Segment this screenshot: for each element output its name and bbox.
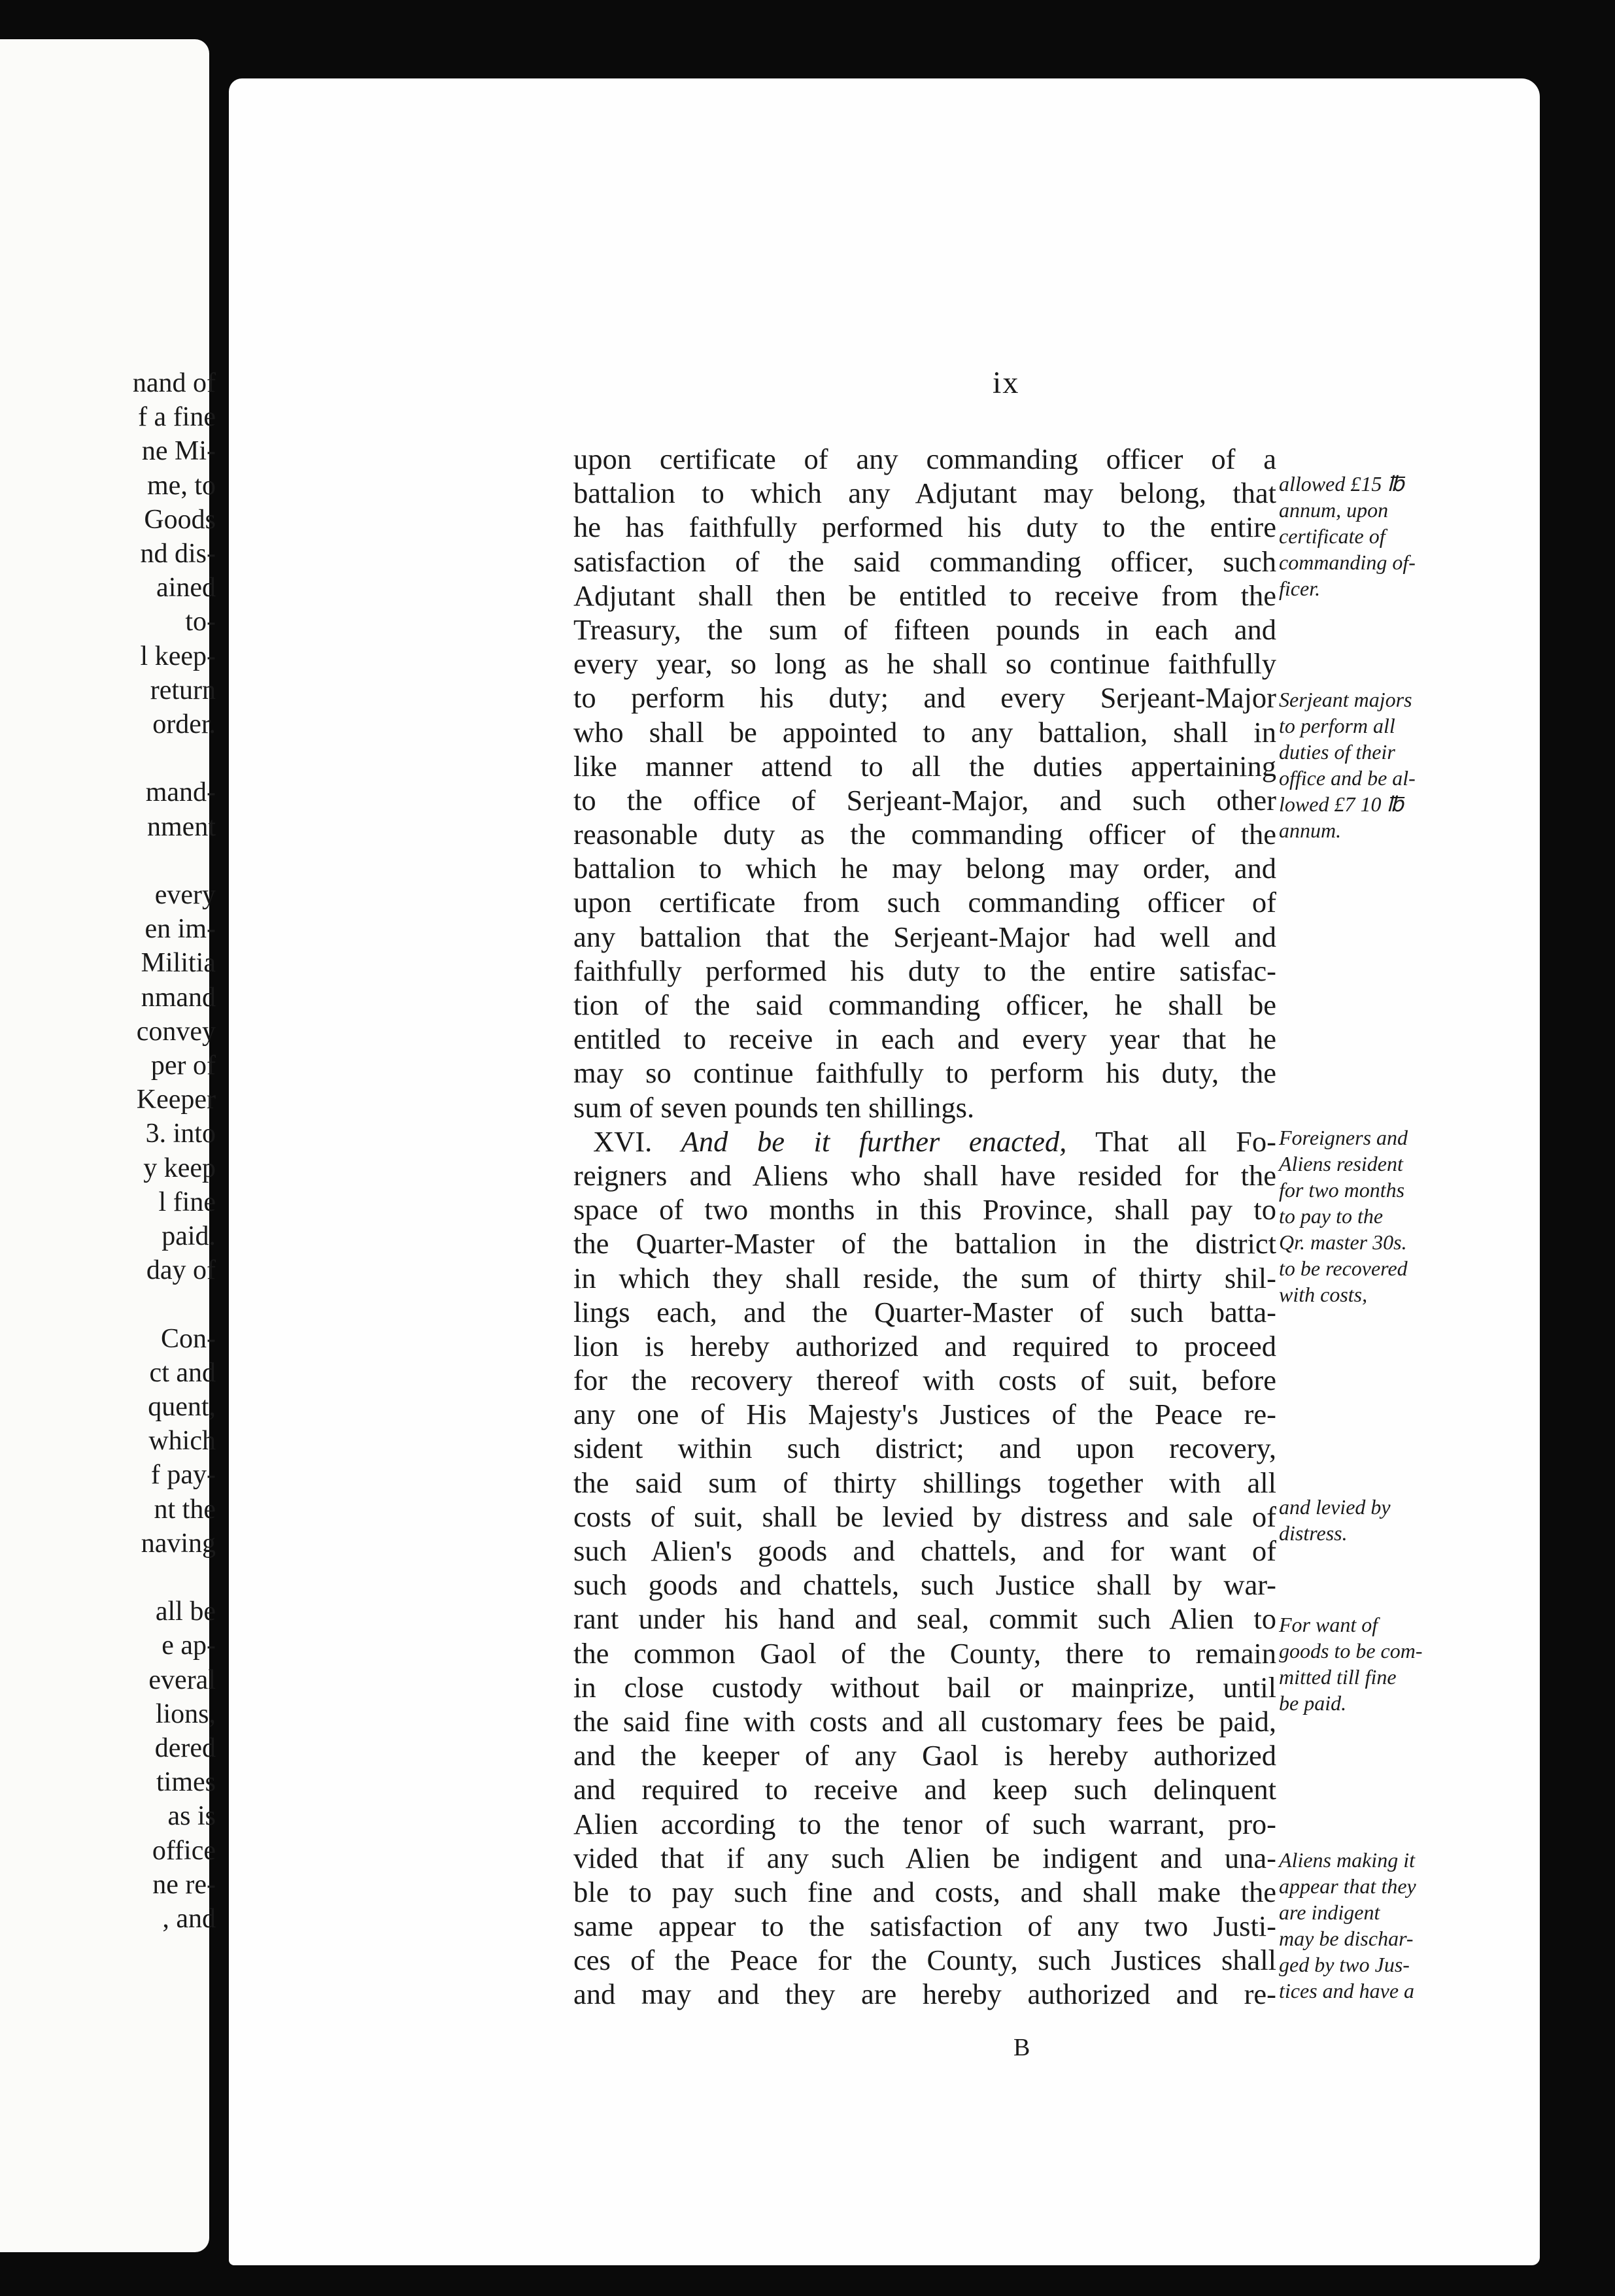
body-line: he has faithfully performed his duty to the entire (573, 511, 1276, 544)
facing-page-line: dered (154, 1733, 216, 1763)
margin-note-line: Foreigners and (1279, 1126, 1408, 1149)
body-line: and required to receive and keep such delinquent (573, 1773, 1276, 1806)
margin-note-line: are indigent (1279, 1900, 1380, 1924)
margin-note-line: lowed £7 10 ℔ (1279, 792, 1404, 816)
body-line: lings each, and the Quarter-Master of such batta- (573, 1295, 1276, 1328)
body-line: in close custody without bail or mainprize, until (573, 1670, 1276, 1704)
margin-note-line: ficer. (1279, 577, 1321, 600)
margin-note-line: mitted till fine (1279, 1665, 1397, 1689)
book-page (229, 78, 1540, 2265)
facing-page-line: day of (146, 1255, 216, 1286)
margin-note-line: For want of (1279, 1613, 1378, 1636)
margin-note-line: may be dischar- (1279, 1927, 1414, 1950)
body-line: to perform his duty; and every Serjeant-Major (573, 681, 1276, 715)
facing-page-line: l keep- (140, 641, 216, 671)
body-line: ces of the Peace for the County, such Justices shall (573, 1944, 1276, 1977)
margin-note-line: office and be al- (1279, 766, 1416, 790)
section-heading-line (573, 1124, 1276, 1158)
body-line: the said fine with costs and all customary fees be paid, (573, 1704, 1276, 1738)
body-line: battalion to which he may belong may order, and (573, 852, 1276, 885)
facing-page-line: Con- (161, 1323, 216, 1354)
facing-page-line: office (152, 1835, 216, 1866)
body-line: space of two months in this Province, shall pay to (573, 1193, 1276, 1226)
body-line: tion of the said commanding officer, he shall be (573, 988, 1276, 1021)
body-line: to the office of Serjeant-Major, and such other (573, 783, 1276, 817)
margin-note-line: to be recovered (1279, 1257, 1408, 1280)
facing-page-line: naving (141, 1528, 216, 1559)
facing-page-line: f a fine (138, 402, 216, 433)
margin-note-line: Serjeant majors (1279, 688, 1412, 711)
facing-page-line: times (156, 1767, 216, 1798)
facing-page-line: en im- (144, 914, 216, 945)
body-line: the said sum of thirty shillings together with all (573, 1466, 1276, 1499)
body-line: such Alien's goods and chattels, and for want of (573, 1534, 1276, 1567)
body-line: costs of suit, shall be levied by distress and sale of (573, 1500, 1276, 1533)
enacting-clause: And be it further enacted, (681, 1124, 1067, 1158)
facing-page-line: return (150, 675, 216, 705)
facing-page-line: which (148, 1426, 216, 1457)
facing-page-line: lions, (155, 1698, 216, 1729)
body-line: sident within such district; and upon recovery, (573, 1432, 1276, 1465)
body-line: may so continue faithfully to perform his duty, the (573, 1056, 1276, 1090)
body-line: Treasury, the sum of fifteen pounds in each and (573, 613, 1276, 646)
body-line: such goods and chattels, such Justice shall by war- (573, 1568, 1276, 1602)
facing-page-line: all be (155, 1596, 216, 1627)
margin-note-line: Aliens resident (1279, 1152, 1403, 1175)
facing-page-line: Goods (144, 504, 216, 535)
facing-page-line: , and (162, 1904, 216, 1934)
body-line: battalion to which any Adjutant may belong, that (573, 477, 1276, 510)
section-numeral: XVI. (593, 1124, 653, 1158)
facing-page-line: mand- (145, 777, 216, 808)
body-line: vided that if any such Alien be indigent and una- (573, 1841, 1276, 1874)
margin-note-line: ged by two Jus- (1279, 1953, 1410, 1976)
margin-note-line: goods to be com- (1279, 1639, 1423, 1663)
body-line: rant under his hand and seal, commit such Alien to (573, 1602, 1276, 1636)
body-line: in which they shall reside, the sum of thirty shil- (573, 1261, 1276, 1294)
facing-page-line: nment (147, 811, 216, 842)
facing-page-line: nmand (141, 982, 216, 1013)
facing-page-line: nt the (154, 1494, 216, 1525)
margin-note (1279, 1124, 1455, 1308)
facing-page-line: nand of (132, 368, 216, 398)
body-line: ble to pay such fine and costs, and shall make the (573, 1875, 1276, 1908)
body-line: the Quarter-Master of the battalion in the district (573, 1227, 1276, 1260)
body-line: reasonable duty as the commanding officer of the (573, 818, 1276, 851)
facing-page-line: nd dis- (140, 539, 216, 569)
body-line: satisfaction of the said commanding officer, such (573, 545, 1276, 578)
facing-page-line: per of (150, 1051, 216, 1081)
body-line: Adjutant shall then be entitled to receive from the (573, 579, 1276, 612)
margin-note-line: and levied by (1279, 1495, 1391, 1519)
section-text: That all Fo- (1095, 1124, 1277, 1158)
margin-note-line: distress. (1279, 1521, 1348, 1545)
body-text (573, 442, 1276, 2012)
margin-note-line: annum. (1279, 819, 1342, 842)
body-line: any battalion that the Serjeant-Major had well and (573, 920, 1276, 953)
body-line: lion is hereby authorized and required to proceed (573, 1329, 1276, 1362)
margin-note-line: annum, upon (1279, 498, 1389, 522)
body-line: and may and they are hereby authorized and re- (573, 1978, 1276, 2011)
signature-mark: B (1013, 2034, 1030, 2061)
facing-page-line: ne Mi- (141, 436, 216, 467)
margin-note-line: duties of their (1279, 740, 1395, 764)
margin-note-line: Qr. master 30s. (1279, 1230, 1407, 1254)
body-line: reigners and Aliens who shall have resided for the (573, 1158, 1276, 1192)
facing-page-line: Keeper (136, 1085, 216, 1115)
margin-note (1279, 686, 1455, 843)
facing-page-line: quent, (148, 1392, 216, 1422)
margin-note (1279, 471, 1455, 601)
facing-page-line: e ap- (162, 1630, 216, 1661)
body-line: the common Gaol of the County, there to remain (573, 1636, 1276, 1670)
facing-page-line: ct and (149, 1357, 216, 1388)
body-line: same appear to the satisfaction of any two Justi- (573, 1910, 1276, 1943)
margin-note-line: to pay to the (1279, 1204, 1384, 1228)
facing-page-line: order. (152, 709, 216, 739)
facing-page-line: every (154, 880, 216, 910)
margin-note-line: for two months (1279, 1178, 1405, 1202)
margin-note-line: commanding of- (1279, 550, 1416, 574)
body-line: every year, so long as he shall so continue faithfully (573, 647, 1276, 681)
body-line: sum of seven pounds ten shillings. (573, 1090, 975, 1124)
margin-note-line: appear that they (1279, 1874, 1416, 1898)
body-line: and the keeper of any Gaol is hereby authorized (573, 1739, 1276, 1772)
body-line: Alien according to the tenor of such warrant, pro- (573, 1807, 1276, 1840)
body-line: entitled to receive in each and every year that he (573, 1022, 1276, 1056)
facing-page-line: to- (185, 607, 216, 637)
facing-page-line: f pay- (150, 1460, 216, 1491)
facing-page-line: y keep (143, 1153, 216, 1183)
margin-note-line: tices and have a (1279, 1979, 1415, 2002)
margin-note-line: be paid. (1279, 1691, 1347, 1715)
body-line: who shall be appointed to any battalion, shall in (573, 715, 1276, 749)
facing-page-line: ne re- (152, 1869, 216, 1900)
margin-note (1279, 1612, 1455, 1716)
margin-note (1279, 1494, 1455, 1546)
facing-page-line: as is (167, 1801, 216, 1832)
margin-note-line: Aliens making it (1279, 1848, 1415, 1872)
facing-page-line: ained (156, 573, 216, 603)
facing-page-line: everal (148, 1664, 216, 1695)
body-line: like manner attend to all the duties appertaining (573, 749, 1276, 783)
body-line: any one of His Majesty's Justices of the Peace re- (573, 1398, 1276, 1431)
facing-page-line: Militia (141, 948, 216, 979)
page-number: ix (993, 365, 1020, 400)
body-line: upon certificate of any commanding officer of a (573, 443, 1276, 475)
margin-note-line: with costs, (1279, 1283, 1368, 1306)
body-line: upon certificate from such commanding officer of (573, 886, 1276, 919)
margin-note (1279, 1847, 1455, 2004)
margin-note-line: to perform all (1279, 714, 1395, 737)
facing-page-line: 3. into (145, 1119, 216, 1149)
facing-page-line: l fine (158, 1187, 216, 1217)
margin-note-line: allowed £15 ℔ (1279, 472, 1404, 496)
margin-note-line: certificate of (1279, 524, 1386, 548)
facing-page-line: me, to (147, 470, 216, 501)
facing-page-line: paid. (162, 1221, 216, 1251)
body-line: for the recovery thereof with costs of suit, before (573, 1364, 1276, 1397)
facing-page-line: convey (136, 1016, 216, 1047)
body-line: faithfully performed his duty to the entire satisfac- (573, 954, 1276, 987)
facing-page-fragment (0, 39, 216, 2252)
